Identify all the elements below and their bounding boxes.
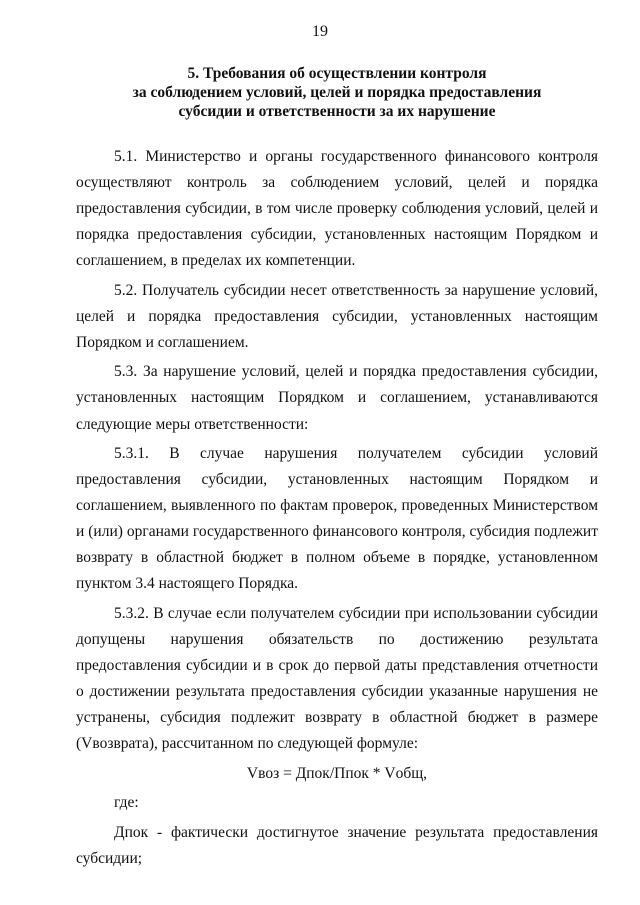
section-heading-line: за соблюдением условий, целей и порядка предоставления [132,84,542,101]
paragraph-5-3: 5.3. За нарушение условий, целей и порядка предоставления субсидии, установленных настоящим Порядком и соглашением, устанавливаются следующие меры ответственности: [76,363,598,433]
return-formula: Vвоз = Дпок/Ппок * Vобщ, [246,764,428,782]
section-heading-line: субсидии и ответственности за их нарушение [178,103,496,120]
paragraph-5-3-1: 5.3.1. В случае нарушения получателем субсидии условий предоставления субсидии, установленных настоящим Порядком и соглашением, выявленного по фактам проверок, проведенных Министерством и (или) органами государственного финансового контроля, субсидия подлежит возврату в областной бюджет в полном объеме в порядке, установленном пунктом 3.4 настоящего Порядка. [76,444,598,593]
section-heading-line: 5. Требования об осуществлении контроля [187,65,487,82]
formula-where-label: где: [114,793,139,811]
section-heading [76,64,598,121]
document-body [76,144,598,875]
paragraph-5-2: 5.2. Получатель субсидии несет ответственность за нарушение условий, целей и порядка предоставления субсидии, установленных настоящим Порядком и соглашением. [76,281,598,351]
paragraph-5-3-2: 5.3.2. В случае если получателем субсидии при использовании субсидии допущены нарушения обязательств по достижению результата предоставления субсидии и в срок до первой даты представления отчетности о достижении результата предоставления субсидии указанные нарушения не устранены, субсидия подлежит возврату в областной бюджет в размере (Vвозврата), рассчитанном по следующей формуле: [76,604,598,753]
definition-dpok: Дпок - фактически достигнутое значение результата предоставления субсидии; [76,823,598,867]
paragraph-5-1: 5.1. Министерство и органы государственного финансового контроля осуществляют контроль за соблюдением условий, целей и порядка предоставления субсидии, в том числе проверку соблюдения условий, целей и порядка предоставления субсидии, установленных настоящим Порядком и соглашением, в пределах их компетенции. [76,148,598,270]
page-number: 19 [312,23,328,40]
